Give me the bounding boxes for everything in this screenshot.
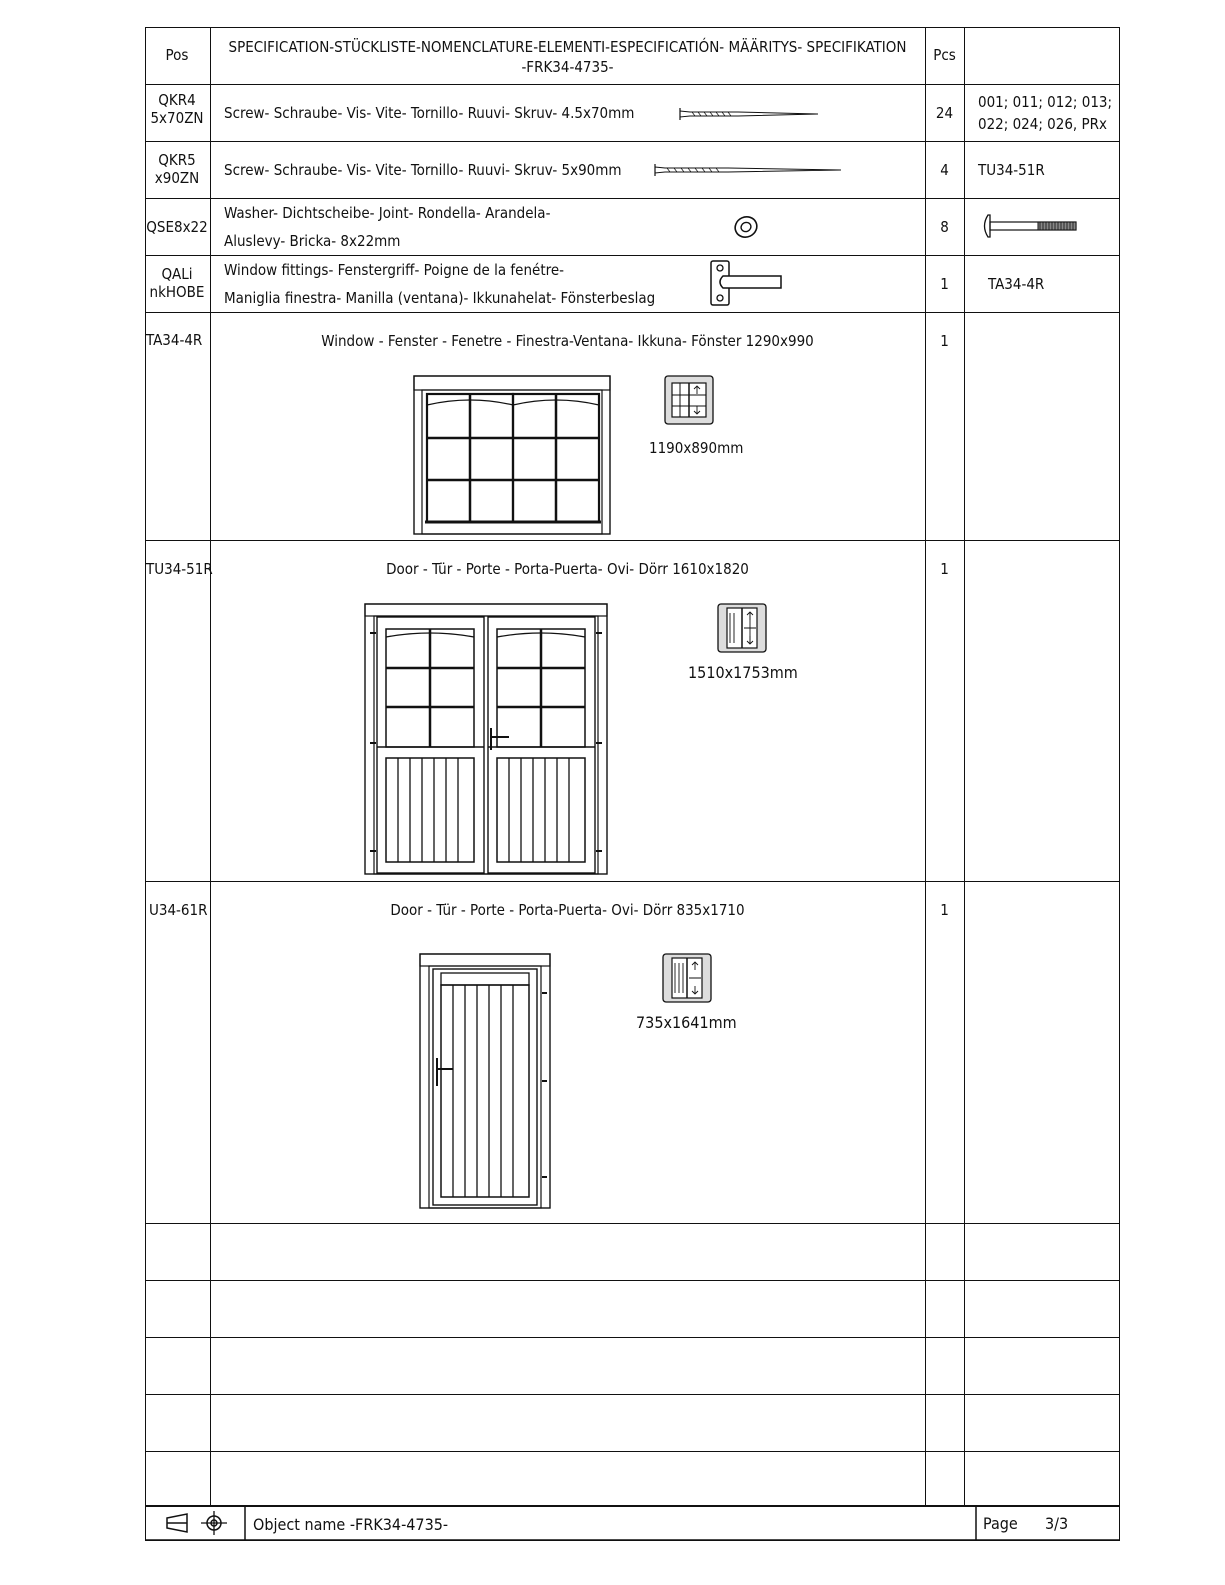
- title-block: [145, 1505, 1120, 1541]
- row-divider: [146, 1337, 1119, 1338]
- row-description: Aluslevy- Bricka- 8x22mm: [224, 232, 401, 250]
- header-title: SPECIFICATION-STÜCKLISTE-NOMENCLATURE-ELEMENTI-ESPECIFICATIÓN- MÄÄRITYS- SPECIFIKATION: [228, 38, 907, 56]
- header-pos: Pos: [165, 46, 189, 64]
- header-pcs: Pcs: [933, 46, 956, 64]
- pos-line: QALi: [161, 265, 193, 283]
- row-divider: [146, 141, 1119, 142]
- pos-line: QKR5: [158, 151, 196, 169]
- row-divider: [146, 1223, 1119, 1224]
- row-pcs: 1: [940, 332, 949, 350]
- column-divider: [964, 28, 965, 1506]
- row-divider: [146, 84, 1119, 85]
- bolt-icon: [980, 213, 1080, 239]
- row-pcs: 8: [940, 218, 949, 236]
- dimension-label: 1510x1753mm: [688, 663, 798, 682]
- dimension-label: 735x1641mm: [636, 1013, 737, 1032]
- row-divider: [146, 198, 1119, 199]
- row-description: Screw- Schraube- Vis- Vite- Tornillo- Ruuvi- Skruv- 4.5x70mm: [224, 104, 635, 122]
- row-divider: [146, 1394, 1119, 1395]
- row-note: [978, 91, 1112, 135]
- row-pos: [145, 265, 209, 301]
- double-window-icon: [664, 375, 714, 425]
- row-pos: [145, 91, 209, 127]
- row-description: Window fittings- Fenstergriff- Poigne de la fenétre-: [224, 261, 565, 279]
- pos-line: x90ZN: [154, 169, 200, 187]
- row-pos: U34-61R: [149, 901, 208, 919]
- row-pcs: 24: [935, 104, 954, 122]
- pos-line: nkHOBE: [149, 283, 205, 301]
- washer-icon: [733, 214, 759, 240]
- row-pos: QSE8x22: [146, 218, 208, 236]
- row-note: TU34-51R: [978, 161, 1045, 179]
- row-pcs: 1: [940, 901, 949, 919]
- double-window-drawing: [413, 375, 611, 535]
- double-door-icon: [717, 603, 767, 653]
- row-divider: [146, 255, 1119, 256]
- single-door-icon: [662, 953, 712, 1003]
- note-line: 022; 024; 026, PRx: [978, 115, 1107, 133]
- row-description: Door - Tür - Porte - Porta-Puerta- Ovi- Dörr 835x1710: [390, 901, 745, 919]
- row-pcs: 1: [940, 275, 949, 293]
- screw-icon: [678, 107, 820, 121]
- page-label: Page: [983, 1514, 1018, 1533]
- row-pos: TA34-4R: [146, 331, 203, 349]
- row-divider: [146, 1451, 1119, 1452]
- row-note: TA34-4R: [988, 275, 1045, 293]
- pos-line: QKR4: [158, 91, 196, 109]
- row-divider: [146, 540, 1119, 541]
- dimension-label: 1190x890mm: [649, 439, 744, 457]
- screw-icon: [653, 163, 843, 177]
- page-number: 3/3: [1045, 1514, 1069, 1533]
- row-divider: [146, 1280, 1119, 1281]
- row-description: Window - Fenster - Fenetre - Finestra-Ventana- Ikkuna- Fönster 1290x990: [321, 332, 814, 350]
- specification-sheet: [145, 27, 1120, 1541]
- projection-symbol-icon: [165, 1513, 235, 1535]
- row-description: Screw- Schraube- Vis- Vite- Tornillo- Ruuvi- Skruv- 5x90mm: [224, 161, 622, 179]
- column-divider: [925, 28, 926, 1506]
- column-divider: [210, 28, 211, 1506]
- row-pos: [145, 151, 209, 187]
- object-name: Object name -FRK34-4735-: [253, 1515, 449, 1534]
- row-pcs: 1: [940, 560, 949, 578]
- double-door-drawing: [364, 603, 608, 875]
- window-handle-icon: [709, 259, 785, 307]
- row-pos: TU34-51R: [146, 560, 213, 578]
- row-divider: [146, 312, 1119, 313]
- note-line: 001; 011; 012; 013;: [978, 93, 1113, 111]
- header-title-code: -FRK34-4735-: [521, 58, 614, 76]
- row-divider: [146, 881, 1119, 882]
- single-door-drawing: [419, 953, 551, 1209]
- row-description: Maniglia finestra- Manilla (ventana)- Ikkunahelat- Fönsterbeslag: [224, 289, 656, 307]
- row-pcs: 4: [940, 161, 949, 179]
- pos-line: 5x70ZN: [150, 109, 204, 127]
- row-description: Washer- Dichtscheibe- Joint- Rondella- Arandela-: [224, 204, 551, 222]
- row-description: Door - Tür - Porte - Porta-Puerta- Ovi- Dörr 1610x1820: [386, 560, 749, 578]
